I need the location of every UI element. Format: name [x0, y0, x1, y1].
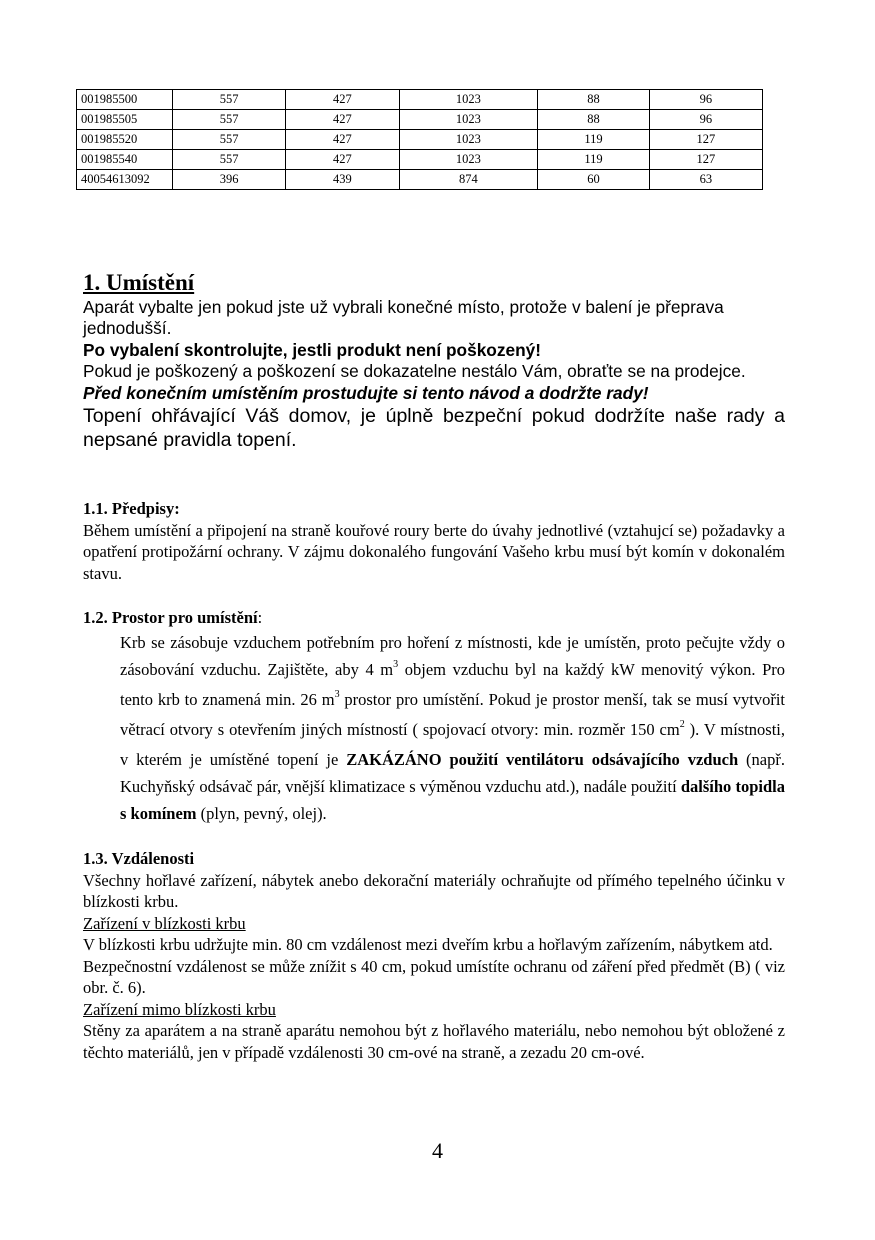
table-cell: 127 [649, 150, 762, 170]
section-title: 1. Umístění [83, 270, 195, 295]
table-cell: 557 [173, 150, 286, 170]
table-cell: 427 [286, 110, 399, 130]
table-row [77, 130, 763, 150]
dimensions-table [76, 89, 763, 190]
table-cell: 1023 [399, 130, 538, 150]
table-cell: 874 [399, 170, 538, 190]
table-cell: 427 [286, 130, 399, 150]
table-cell: 001985500 [77, 90, 173, 110]
table-cell: 001985520 [77, 130, 173, 150]
damage-paragraph: Pokud je poškozený a poškození se dokazatelne nestálo Vám, obraťte se na prodejce. [83, 361, 746, 381]
table-cell: 557 [173, 130, 286, 150]
table-cell: 88 [538, 110, 649, 130]
subsection-title: 1.3. Vzdálenosti [83, 849, 195, 868]
table-cell: 427 [286, 90, 399, 110]
subheading-near: Zařízení v blízkosti krbu [83, 913, 246, 933]
table-cell: 557 [173, 90, 286, 110]
table-cell: 557 [173, 110, 286, 130]
subsection-title: 1.2. Prostor pro umístění: [83, 608, 263, 627]
table-cell: 88 [538, 90, 649, 110]
table-cell: 1023 [399, 90, 538, 110]
table-row [77, 90, 763, 110]
table-cell: 40054613092 [77, 170, 173, 190]
page-number: 4 [432, 1138, 443, 1163]
section-regulations [83, 498, 785, 584]
table-cell: 1023 [399, 150, 538, 170]
table-cell: 439 [286, 170, 399, 190]
table-cell: 127 [649, 130, 762, 150]
table-cell: 96 [649, 110, 762, 130]
table-cell: 63 [649, 170, 762, 190]
intro-paragraph: Aparát vybalte jen pokud jste už vybrali konečné místo, protože v balení je přeprava jednodušší. [83, 297, 724, 338]
reduced-distance-text: Bezpečnostní vzdálenost se může znížit s 40 cm, pokud umístíte ochranu od záření před předmět (B) ( viz obr. č. 6). [83, 956, 785, 997]
warning-check: Po vybalení skontrolujte, jestli produkt není poškozený! [83, 340, 542, 360]
table-cell: 001985540 [77, 150, 173, 170]
table-row [77, 150, 763, 170]
warning-read-manual: Před konečním umístěním prostudujte si tento návod a dodržte rady! [83, 383, 649, 403]
table-row [77, 170, 763, 190]
subheading-far: Zařízení mimo blízkosti krbu [83, 999, 276, 1019]
room-space-text: Krb se zásobuje vzduchem potřebním pro hoření z místnosti, kde je umístěn, proto pečujte vždy o zásobování vzduchu. Zajištěte, aby 4 $m^3$ objem vzduchu byl na každý kW menovitý výkon. Pro tento krb to znamená min. 26 $m^3$ prostor pro umístění. Pokud je prostor menší, tak se musí vytvořit větrací otvory s otevřením jiných místností ( spojovací otvory: min. rozměr 150 $cm^2$ ). V místnosti, v kterém je umístěné topení je ZAKÁZÁNO použití ventilátoru odsávajícího vzduch (např. Kuchyňský odsávač pár, vnější klimatizace s výměnou vzduchu atd.), nadále použití dalšího topidla s komínem (plyn, pevný, olej). [120, 632, 786, 823]
near-distance-text: V blízkosti krbu udržujte min. 80 cm vzdálenost mezi dveřím krbu a hořlavým zařízením, nábytkem atd. [83, 935, 773, 954]
table-cell: 119 [538, 130, 649, 150]
walls-text: Stěny za aparátem a na straně aparátu nemohou být z hořlavého materiálu, nebo nemohou být obložené z těchto materiálů, jen v případě vzdálenosti 30 cm-ové na straně, a zezadu 20 cm-ové. [83, 1021, 785, 1062]
table-cell: 60 [538, 170, 649, 190]
table-cell: 427 [286, 150, 399, 170]
section-room-space [83, 607, 785, 827]
table-row [77, 110, 763, 130]
table-cell: 96 [649, 90, 762, 110]
distances-intro: Všechny hořlavé zařízení, nábytek anebo dekorační materiály ochraňujte od přímého tepelného účinku v blízkosti krbu. [83, 870, 785, 911]
regulations-text: Během umístění a připojení na straně kouřové roury berte do úvahy jednotlivé (vztahujcí se) požadavky a opatření protipožární ochrany. V zájmu dokonalého fungování Vašeho krbu musí být komín v dokonalém stavu. [83, 520, 785, 583]
table-cell: 1023 [399, 110, 538, 130]
section-distances [83, 848, 785, 1063]
table-cell: 001985505 [77, 110, 173, 130]
safety-paragraph: Topení ohřávající Váš domov, je úplně bezpeční pokud dodržíte naše rady a nepsané pravidla topení. [83, 405, 785, 451]
table-cell: 396 [173, 170, 286, 190]
table-cell: 119 [538, 150, 649, 170]
section-placement [83, 270, 785, 452]
subsection-title: 1.1. Předpisy: [83, 499, 180, 518]
